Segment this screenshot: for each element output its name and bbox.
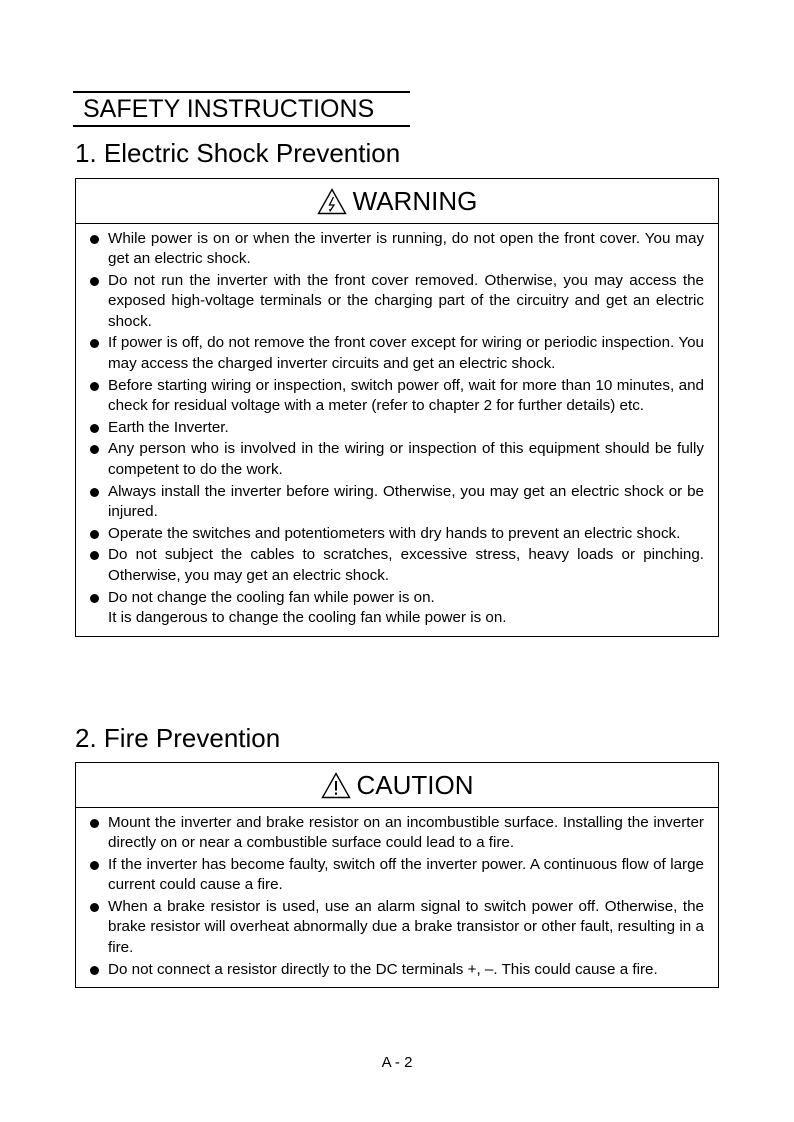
list-item: Operate the switches and potentiometers with dry hands to prevent an electric shock. — [88, 524, 704, 544]
warning-box — [75, 178, 719, 637]
list-item: While power is on or when the inverter is running, do not open the front cover. You may get an electric shock. — [88, 229, 704, 270]
list-item: Do not subject the cables to scratches, excessive stress, heavy loads or pinching. Otherwise, you may get an electric shock. — [88, 545, 704, 586]
list-item: Before starting wiring or inspection, switch power off, wait for more than 10 minutes, and check for residual voltage with a meter (refer to chapter 2 for further details) etc. — [88, 376, 704, 417]
list-item: Always install the inverter before wiring. Otherwise, you may get an electric shock or be injured. — [88, 482, 704, 523]
caution-box — [75, 762, 719, 988]
list-item: Do not connect a resistor directly to the DC terminals +, –. This could cause a fire. — [88, 960, 704, 980]
warning-list — [76, 224, 718, 636]
section-heading-electric-shock: 1. Electric Shock Prevention — [75, 138, 401, 168]
warning-label: WARNING — [352, 185, 478, 216]
list-item: If the inverter has become faulty, switch off the inverter power. A continuous flow of large current could cause a fire. — [88, 855, 704, 896]
page-number: A - 2 — [381, 1054, 413, 1071]
caution-label: CAUTION — [356, 769, 474, 800]
list-item: Do not change the cooling fan while power is on. It is dangerous to change the cooling fan while power is on. — [88, 588, 704, 629]
list-item: Do not run the inverter with the front cover removed. Otherwise, you may access the exposed high-voltage terminals or the charging part of the circuitry and get an electric shock. — [88, 271, 704, 332]
warning-header — [76, 179, 718, 224]
list-item: When a brake resistor is used, use an alarm signal to switch power off. Otherwise, the brake resistor will overheat abnormally due a brake transistor or other fault, resulting in a fire. — [88, 897, 704, 958]
list-item: Mount the inverter and brake resistor on an incombustible surface. Installing the inverter directly on or near a combustible surface could lead to a fire. — [88, 813, 704, 854]
caution-list — [76, 808, 718, 987]
warning-electric-triangle-icon — [317, 188, 347, 215]
caution-header — [76, 763, 718, 808]
list-item: If power is off, do not remove the front cover except for wiring or periodic inspection. You may access the charged inverter circuits and get an electric shock. — [88, 333, 704, 374]
list-item: Any person who is involved in the wiring or inspection of this equipment should be fully competent to do the work. — [88, 439, 704, 480]
section-heading-fire: 2. Fire Prevention — [75, 723, 281, 753]
list-item: Earth the Inverter. — [88, 418, 704, 438]
list-item-continuation: It is dangerous to change the cooling fan while power is on. — [108, 608, 507, 626]
caution-triangle-icon — [321, 772, 351, 799]
page-title: SAFETY INSTRUCTIONS — [73, 91, 410, 127]
